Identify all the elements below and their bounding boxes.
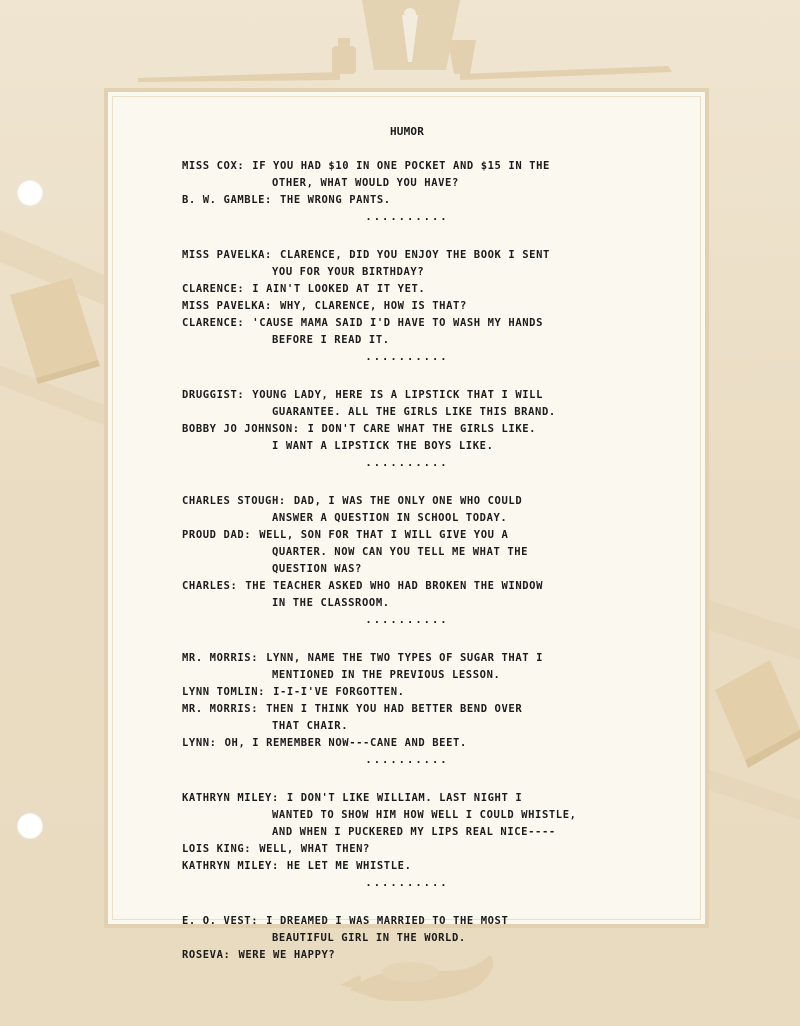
dialogue-line xyxy=(182,650,632,667)
dialogue-line xyxy=(182,315,632,332)
torch-icon xyxy=(362,0,460,70)
joke-block xyxy=(182,913,632,964)
punch-hole-bottom xyxy=(17,813,43,839)
dialogue-continuation: WANTED TO SHOW HIM HOW WELL I COULD WHISTLE, xyxy=(272,809,577,821)
joke-block xyxy=(182,158,632,225)
dialogue-line xyxy=(182,247,632,264)
dialogue-line xyxy=(182,858,632,875)
dialogue-line xyxy=(182,790,632,807)
dialogue-text: I DON'T CARE WHAT THE GIRLS LIKE. xyxy=(307,423,537,435)
dialogue-continuation: ANSWER A QUESTION IN SCHOOL TODAY. xyxy=(272,512,508,524)
dialogue-line xyxy=(182,701,632,718)
joke-block xyxy=(182,650,632,768)
dialogue-text: I-I-I'VE FORGOTTEN. xyxy=(273,686,405,698)
dialogue-continuation: YOU FOR YOUR BIRTHDAY? xyxy=(272,266,425,278)
speaker-name: PROUD DAD: xyxy=(182,529,252,541)
page-title: HUMOR xyxy=(389,125,425,138)
dialogue-line xyxy=(182,387,632,404)
speaker-name: MISS PAVELKA: xyxy=(182,249,272,261)
dialogue-line xyxy=(182,841,632,858)
joke-block xyxy=(182,493,632,628)
dialogue-line xyxy=(182,913,632,930)
dialogue-line xyxy=(182,493,632,510)
speaker-name: LOIS KING: xyxy=(182,843,252,855)
dialogue-text: OH, I REMEMBER NOW---CANE AND BEET. xyxy=(224,737,467,749)
speaker-name: B. W. GAMBLE: xyxy=(182,194,272,206)
speaker-name: MR. MORRIS: xyxy=(182,703,259,715)
dialogue-text: DAD, I WAS THE ONLY ONE WHO COULD xyxy=(293,495,523,507)
joke-separator: .......... xyxy=(365,351,449,363)
joke-block xyxy=(182,790,632,891)
joke-block xyxy=(182,387,632,471)
speaker-name: ROSEVA: xyxy=(182,949,231,961)
dialogue-continuation: BEFORE I READ IT. xyxy=(272,334,390,346)
speaker-name: KATHRYN MILEY: xyxy=(182,792,279,804)
speaker-name: MR. MORRIS: xyxy=(182,652,259,664)
dialogue-line xyxy=(182,421,632,438)
dialogue-continuation: QUESTION WAS? xyxy=(272,563,362,575)
dialogue-text: WERE WE HAPPY? xyxy=(238,949,336,961)
dialogue-line xyxy=(182,684,632,701)
inkwell-icon xyxy=(332,38,356,74)
book-icon-right xyxy=(715,660,800,768)
jokes-list xyxy=(182,158,632,964)
speaker-name: CHARLES STOUGH: xyxy=(182,495,286,507)
speaker-name: MISS COX: xyxy=(182,160,245,172)
speaker-name: CLARENCE: xyxy=(182,283,245,295)
joke-separator: .......... xyxy=(365,754,449,766)
speaker-name: LYNN TOMLIN: xyxy=(182,686,266,698)
dialogue-line xyxy=(182,192,632,209)
dialogue-continuation: I WANT A LIPSTICK THE BOYS LIKE. xyxy=(272,440,494,452)
dialogue-continuation: OTHER, WHAT WOULD YOU HAVE? xyxy=(272,177,459,189)
dialogue-text: I DON'T LIKE WILLIAM. LAST NIGHT I xyxy=(286,792,523,804)
dialogue-continuation: GUARANTEE. ALL THE GIRLS LIKE THIS BRAND. xyxy=(272,406,556,418)
dialogue-text: WHY, CLARENCE, HOW IS THAT? xyxy=(279,300,467,312)
dialogue-text: WELL, WHAT THEN? xyxy=(259,843,370,855)
dialogue-text: THE WRONG PANTS. xyxy=(279,194,391,206)
dialogue-line xyxy=(182,947,632,964)
speaker-name: CHARLES: xyxy=(182,580,238,592)
punch-hole-top xyxy=(17,180,43,206)
dialogue-line xyxy=(182,298,632,315)
joke-separator: .......... xyxy=(365,457,449,469)
dialogue-text: IF YOU HAD $10 IN ONE POCKET AND $15 IN THE xyxy=(252,160,550,172)
dialogue-text: 'CAUSE MAMA SAID I'D HAVE TO WASH MY HANDS xyxy=(252,317,544,329)
dialogue-text: THE TEACHER ASKED WHO HAD BROKEN THE WINDOW xyxy=(245,580,544,592)
humor-content xyxy=(182,125,632,964)
dialogue-continuation: MENTIONED IN THE PREVIOUS LESSON. xyxy=(272,669,501,681)
joke-separator: .......... xyxy=(365,877,449,889)
dialogue-line xyxy=(182,158,632,175)
speaker-name: KATHRYN MILEY: xyxy=(182,860,279,872)
speaker-name: E. O. VEST: xyxy=(182,915,259,927)
dialogue-line xyxy=(182,281,632,298)
dialogue-continuation: QUARTER. NOW CAN YOU TELL ME WHAT THE xyxy=(272,546,529,558)
joke-separator: .......... xyxy=(365,211,449,223)
dialogue-continuation: IN THE CLASSROOM. xyxy=(272,597,390,609)
speaker-name: MISS PAVELKA: xyxy=(182,300,272,312)
dialogue-text: YOUNG LADY, HERE IS A LIPSTICK THAT I WILL xyxy=(252,389,544,401)
dialogue-text: I DREAMED I WAS MARRIED TO THE MOST xyxy=(266,915,509,927)
dialogue-text: WELL, SON FOR THAT I WILL GIVE YOU A xyxy=(259,529,509,541)
dialogue-line xyxy=(182,735,632,752)
dialogue-line xyxy=(182,578,632,595)
dialogue-line xyxy=(182,527,632,544)
dialogue-continuation: AND WHEN I PUCKERED MY LIPS REAL NICE---- xyxy=(272,826,556,838)
speaker-name: CLARENCE: xyxy=(182,317,245,329)
dialogue-text: I AIN'T LOOKED AT IT YET. xyxy=(252,283,426,295)
dialogue-text: HE LET ME WHISTLE. xyxy=(286,860,412,872)
dialogue-text: CLARENCE, DID YOU ENJOY THE BOOK I SENT xyxy=(279,249,550,261)
dialogue-text: LYNN, NAME THE TWO TYPES OF SUGAR THAT I xyxy=(266,652,544,664)
dialogue-continuation: THAT CHAIR. xyxy=(272,720,349,732)
dialogue-continuation: BEAUTIFUL GIRL IN THE WORLD. xyxy=(272,932,466,944)
speaker-name: DRUGGIST: xyxy=(182,389,245,401)
joke-block xyxy=(182,247,632,365)
pen-icon xyxy=(448,40,476,74)
dialogue-text: THEN I THINK YOU HAD BETTER BEND OVER xyxy=(266,703,523,715)
speaker-name: BOBBY JO JOHNSON: xyxy=(182,423,300,435)
joke-separator: .......... xyxy=(365,614,449,626)
speaker-name: LYNN: xyxy=(182,737,217,749)
